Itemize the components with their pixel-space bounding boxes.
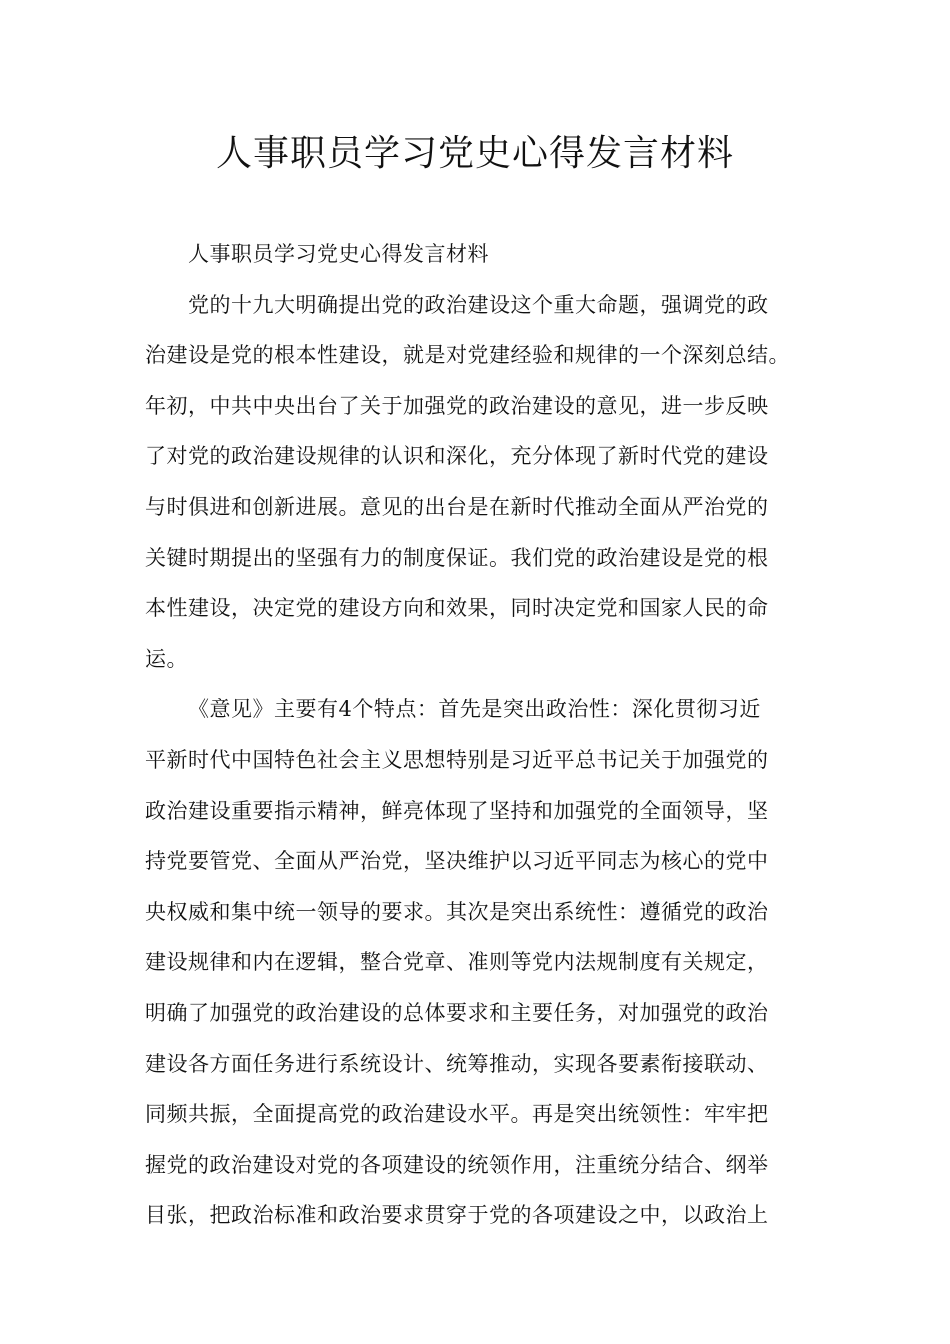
paragraph-line: 《意见》主要有4个特点：首先是突出政治性：深化贯彻习近 [188, 697, 761, 722]
paragraph-line: 政治建设重要指示精神，鲜亮体现了坚持和加强党的全面领导，坚 [145, 798, 769, 823]
paragraph-line: 建设规律和内在逻辑，整合党章、准则等党内法规制度有关规定， [145, 950, 769, 975]
paragraph-line: 了对党的政治建设规律的认识和深化，充分体现了新时代党的建设 [145, 444, 769, 469]
paragraph-line: 年初，中共中央出台了关于加强党的政治建设的意见，进一步反映 [145, 393, 769, 418]
paragraph-line: 明确了加强党的政治建设的总体要求和主要任务，对加强党的政治 [145, 1000, 769, 1025]
paragraph-line: 治建设是党的根本性建设，就是对党建经验和规律的一个深刻总结。 [145, 343, 790, 368]
paragraph-line: 目张，把政治标准和政治要求贯穿于党的各项建设之中，以政治上 [145, 1203, 769, 1228]
paragraph-line: 关键时期提出的坚强有力的制度保证。我们党的政治建设是党的根 [145, 545, 769, 570]
paragraph-line: 运。 [145, 646, 188, 671]
paragraph-line: 党的十九大明确提出党的政治建设这个重大命题，强调党的政 [188, 292, 769, 317]
paragraph-line: 同频共振，全面提高党的政治建设水平。再是突出统领性：牢牢把 [145, 1102, 769, 1127]
document-body [145, 229, 825, 1241]
document-title: 人事职员学习党史心得发言材料 [215, 133, 734, 174]
paragraph-line: 持党要管党、全面从严治党，坚决维护以习近平同志为核心的党中 [145, 849, 769, 874]
paragraph-line: 与时俱进和创新进展。意见的出台是在新时代推动全面从严治党的 [145, 494, 769, 519]
paragraph-line: 本性建设，决定党的建设方向和效果，同时决定党和国家人民的命 [145, 596, 769, 621]
paragraph-line: 握党的政治建设对党的各项建设的统领作用，注重统分结合、纲举 [145, 1152, 769, 1177]
paragraph-line: 央权威和集中统一领导的要求。其次是突出系统性：遵循党的政治 [145, 899, 769, 924]
paragraph-line: 平新时代中国特色社会主义思想特别是习近平总书记关于加强党的 [145, 747, 769, 772]
subtitle-line: 人事职员学习党史心得发言材料 [188, 242, 489, 266]
paragraph-line: 建设各方面任务进行系统设计、统筹推动，实现各要素衔接联动、 [145, 1051, 769, 1076]
